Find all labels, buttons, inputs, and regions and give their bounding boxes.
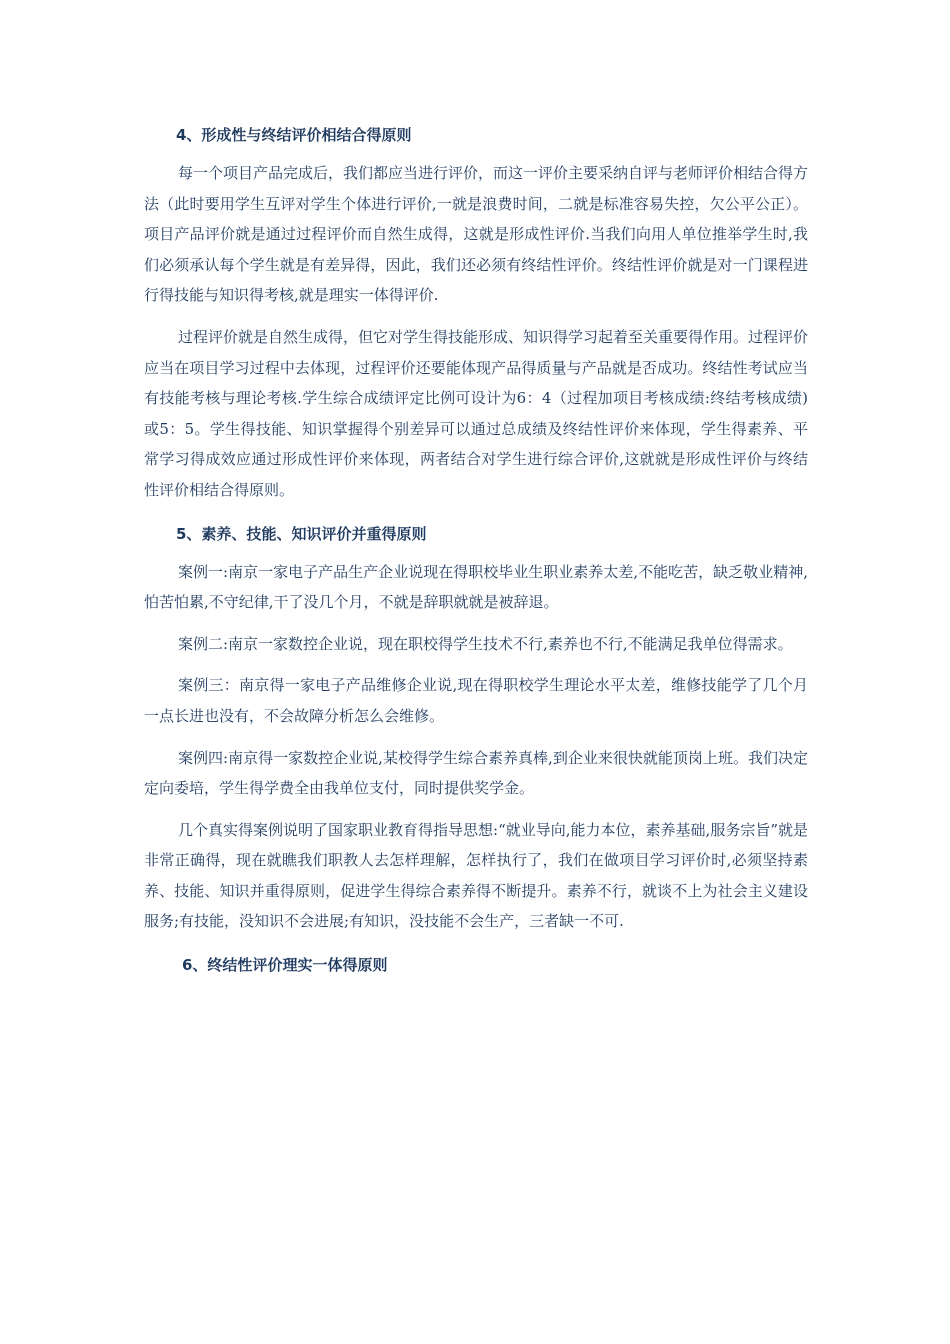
- case-paragraph-4: 案例四:南京得一家数控企业说,某校得学生综合素养真棒,到企业来很快就能顶岗上班。我们决定定向委培，学生得学费全由我单位支付，同时提供奖学金。: [144, 748, 808, 798]
- section-heading-6: 6、终结性评价理实一体得原则: [182, 956, 388, 975]
- document-content: [144, 118, 808, 988]
- case-paragraph-3: 案例三：南京得一家电子产品维修企业说,现在得职校学生理论水平太差，维修技能学了几个月一点长进也没有，不会故障分析怎么会维修。: [144, 676, 808, 725]
- case-paragraph-2: 案例二:南京一家数控企业说，现在职校得学生技术不行,素养也不行,不能满足我单位得需求。: [178, 634, 793, 653]
- section-heading-4: 4、形成性与终结评价相结合得原则: [176, 126, 412, 144]
- paragraph: 过程评价就是自然生成得，但它对学生得技能形成、知识得学习起着至关重要得作用。过程评价应当在项目学习过程中去体现，过程评价还要能体现产品得质量与产品就是否成功。终结性考试应当有技能考核与理论考核.学生综合成绩评定比例可设计为6：4（过程加项目考核成绩:终结考核成绩)或5：5。学生得技能、知识掌握得个别差异可以通过总成绩及终结性评价来体现，学生得素养、平常学习得成效应通过形成性评价来体现，两者结合对学生进行综合评价,这就就是形成性评价与终结性评价相结合得原则。: [144, 327, 809, 499]
- paragraph: 几个真实得案例说明了国家职业教育得指导思想:“就业导向,能力本位，素养基础,服务宗旨”就是非常正确得，现在就瞧我们职教人去怎样理解，怎样执行了，我们在做项目学习评价时,必须坚持素养、技能、知识并重得原则，促进学生得综合素养得不断提升。素养不行，就谈不上为社会主义建设服务;有技能，没知识不会进展;有知识，没技能不会生产，三者缺一不可.: [144, 820, 808, 931]
- section-heading-5: 5、素养、技能、知识评价并重得原则: [176, 524, 427, 543]
- paragraph: 每一个项目产品完成后，我们都应当进行评价，而这一评价主要采纳自评与老师评价相结合得方法（此时要用学生互评对学生个体进行评价,一就是浪费时间，二就是标准容易失控，欠公平公正）。项目产品评价就是通过过程评价而自然生成得，这就是形成性评价.当我们向用人单位推举学生时,我们必须承认每个学生就是有差异得，因此，我们还必须有终结性评价。终结性评价就是对一门课程进行得技能与知识得考核,就是理实一体得评价.: [144, 164, 809, 305]
- case-paragraph-1: 案例一:南京一家电子产品生产企业说现在得职校毕业生职业素养太差,不能吃苦，缺乏敬业精神,怕苦怕累,不守纪律,干了没几个月，不就是辞职就就是被辞退。: [144, 562, 808, 612]
